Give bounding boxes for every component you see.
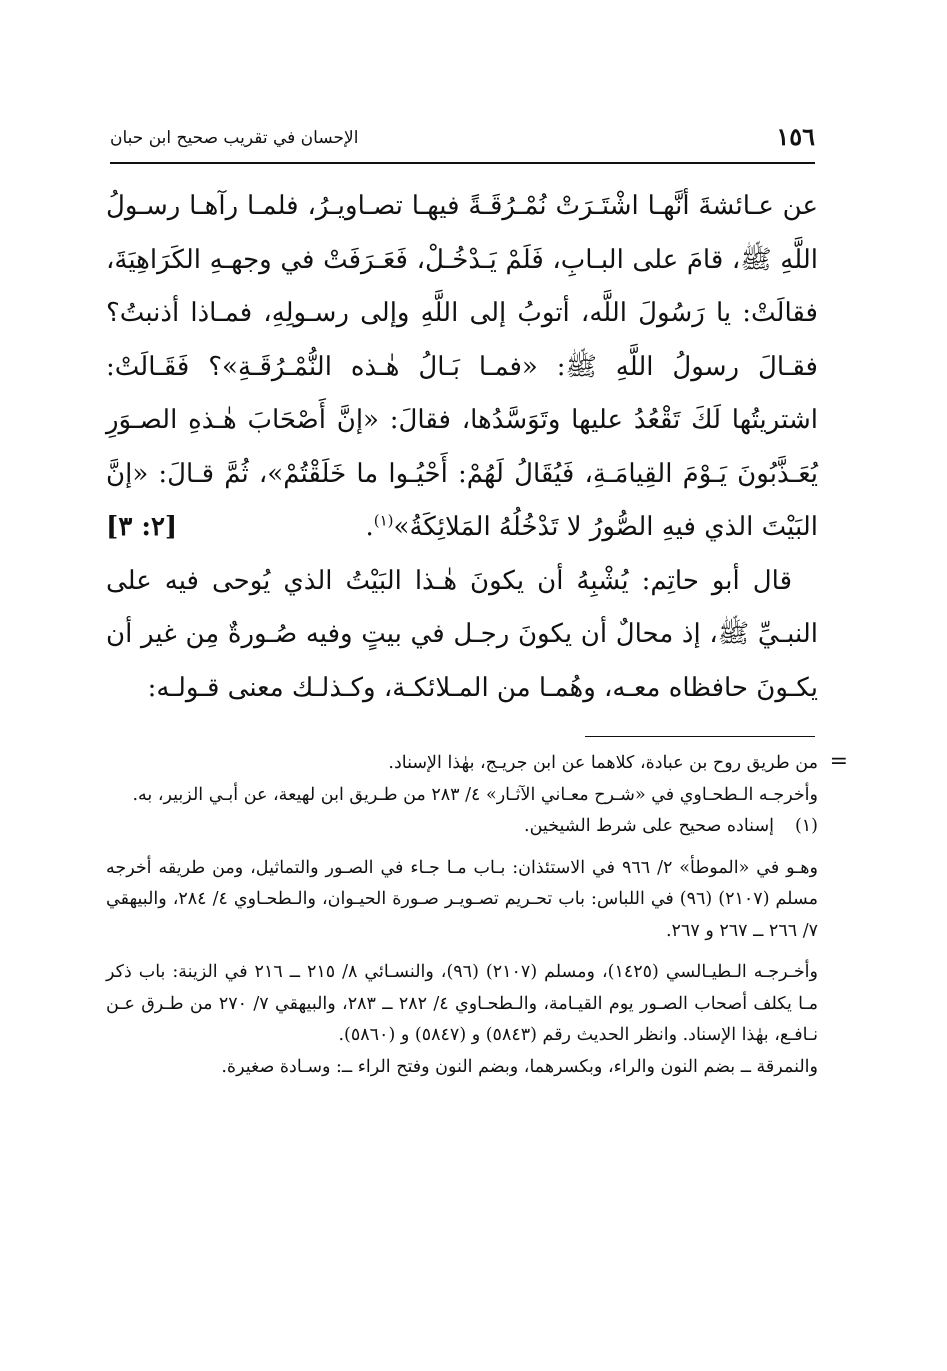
page-header — [110, 112, 815, 164]
hadith-text: عن عـائشةَ أنَّهـا اشْتَـرَتْ نُمْـرُقَـةً فيهـا تصـاويـرُ، فلمـا رآهـا رسـولُ اللَّهِ ﷺ، قامَ على البـابِ، فَلَمْ يَـدْخُـلْ، فَعَـرَفَتْ في وجهـهِ الكَرَاهِيَةَ، فقالَتْ: يا رَسُولَ اللَّه، أتوبُ إلى اللَّهِ وإلى رسـولِهِ، فمـاذا أذنبتُ؟ فقـالَ رسولُ اللَّهِ ﷺ: «فمـا بَـالُ هٰـذه النُّمْـرُقَـةِ»؟ فَقَـالَتْ: اشتريتُها لَكَ تَقْعُدُ عليها وتَوَسَّدُها، فقالَ: «إنَّ أَصْحَابَ هٰـذهِ الصـوَرِ يُعَـذَّبُونَ يَـوْمَ القِيامَـةِ، فَيُقَالُ لَهُمْ: أَحْيُـوا ما خَلَقْتُمْ»، ثُمَّ قـالَ: «إنَّ البَيْتَ الذي فيهِ الصُّورُ لا تَدْخُلُهُ المَلائِكَةُ» — [106, 191, 818, 542]
footnote-continuation-1: من طريق روح بن عبادة، كلاهما عن ابن جريـج، بهٰذا الإسناد. — [388, 753, 818, 773]
hadith-end-punct: . — [365, 512, 374, 542]
footnote-1-paragraph-2: وهـو في «الموطأ» ٢/ ٩٦٦ في الاستئذان: بـاب مـا جـاء في الصـور والتماثيل، ومن طريقه أخرجه مسلم (٢١٠٧) (٩٦) في اللباس: باب تحـريم تصـويـر صـورة الحيـوان، والـطحـاوي ٤/ ٢٨٤، والبيهقي ٧/ ٢٦٦ ــ ٢٦٧ و ٢٦٧. — [106, 857, 818, 941]
footnote-separator — [585, 736, 815, 737]
footnote-1-paragraph-3: وأخـرجـه الـطيـالسي (١٤٢٥)، ومسلم (٢١٠٧) (٩٦)، والنسـائي ٨/ ٢١٥ ــ ٢١٦ في الزينة: باب ذكر مـا يكلف أصحاب الصـور يوم القيـامة، والـطحـاوي ٤/ ٢٨٢ ــ ٢٨٣، والبيهقي ٧/ ٢٧٠ من طـرق عـن نـافـع، بهٰذا الإسناد. وانظر الحديث رقم (٥٨٤٣) و (٥٨٤٧) و (٥٨٦٠). — [106, 962, 818, 1045]
spacer — [106, 947, 818, 957]
footnote-1-paragraph-4: والنمرقة ــ بضم النون والراء، وبكسرهما، وبضم النون وفتح الراء ــ: وسـادة صغيرة. — [221, 1056, 818, 1077]
main-text — [106, 180, 818, 715]
classification-tag: [٢: ٣] — [106, 512, 178, 542]
continuation-mark: = — [829, 749, 848, 774]
running-title: الإحسان في تقريب صحيح ابن حبان — [110, 128, 359, 148]
footnote-1-first-line: إسناده صحيح على شرط الشيخين. — [524, 816, 774, 836]
footnote-ref-1: (١) — [373, 511, 394, 530]
footnote-1 — [106, 811, 818, 843]
hadith-paragraph — [106, 180, 818, 555]
footnote-continuation-2: وأخرجـه الـطحـاوي في «شـرح معـاني الآثـار» ٤/ ٢٨٣ من طـريق ابن لهيعة، عن أبـي الزبير، به. — [132, 784, 818, 805]
commentary-paragraph: قال أبو حاتِم: يُشْبِهُ أن يكونَ هٰـذا البَيْتُ الذي يُوحى فيه على النبـيِّ ﷺ، إذ محالٌ أن يكونَ رجـل في بيتٍ وفيه صُـورةٌ مِن غير أن يكـونَ حافظاه معـه، وهُمـا من المـلائكـة، وكـذلـك معنى قـولـه: — [106, 565, 818, 703]
footnote-number: (١) — [794, 816, 818, 836]
page-number: ١٥٦ — [776, 122, 815, 151]
spacer — [106, 843, 818, 853]
footnotes — [106, 748, 848, 1083]
